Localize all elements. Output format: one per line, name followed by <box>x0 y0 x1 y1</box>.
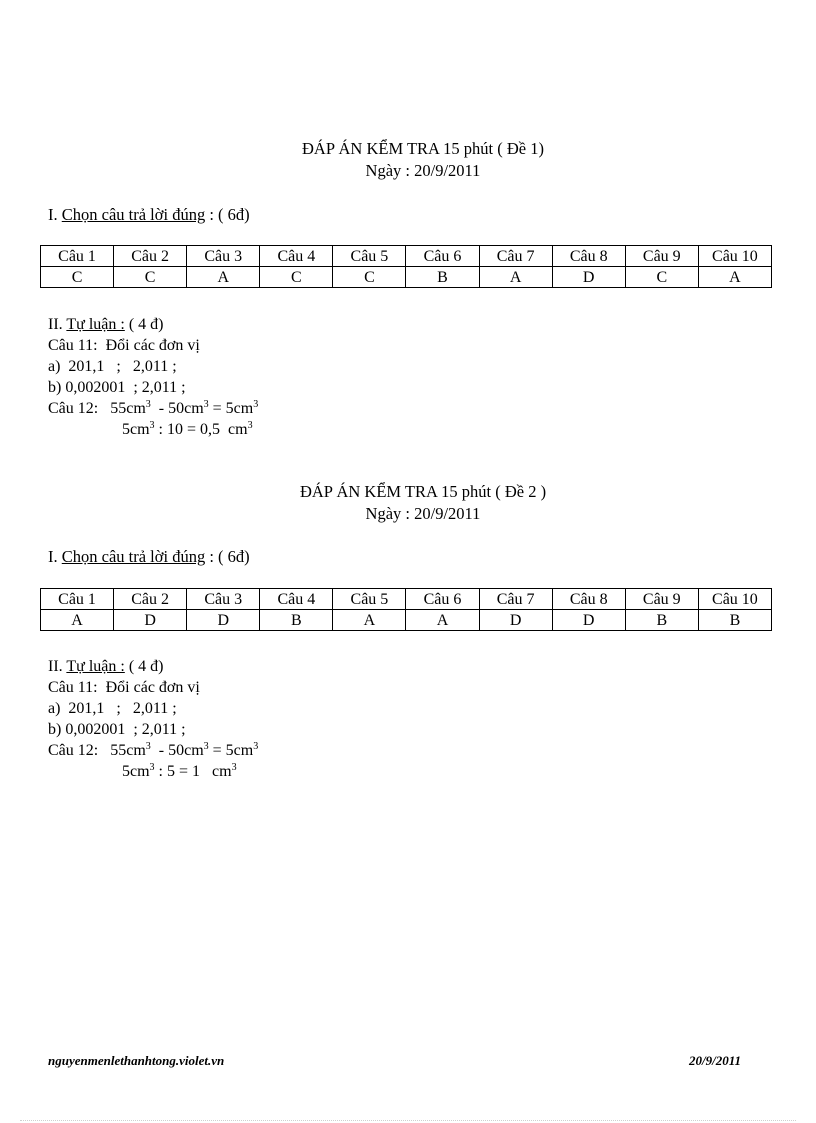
exam2-title: ĐÁP ÁN KỂM TRA 15 phút ( Đề 2 ) <box>299 482 547 501</box>
q12-term1: Câu 12: 55cm <box>48 400 146 417</box>
exam2-part1-score: : ( 6đ) <box>205 547 250 566</box>
table-header-cell: Câu 3 <box>187 589 260 610</box>
exam1-q12-line1 <box>48 398 258 419</box>
table-header-cell: Câu 6 <box>406 589 479 610</box>
superscript: 3 <box>145 399 151 410</box>
exam2-header-row <box>41 589 772 610</box>
exam2-part1-heading <box>48 547 250 567</box>
exam1-q12-line2 <box>48 419 258 440</box>
table-answer-cell: A <box>698 267 771 288</box>
exam2-part2-heading <box>48 656 258 677</box>
exam2-date: Ngày : 20/9/2011 <box>365 504 481 523</box>
superscript: 3 <box>253 741 259 752</box>
exam2-part1-title: Chọn câu trả lời đúng <box>61 547 206 566</box>
exam2-part2-roman: II. <box>48 658 67 675</box>
exam1-part1-roman: I. <box>48 205 62 224</box>
table-answer-cell: C <box>114 267 187 288</box>
exam2-q11-a: a) 201,1 ; 2,011 ; <box>48 700 177 717</box>
table-answer-cell: B <box>625 610 698 631</box>
exam1-q11-a: a) 201,1 ; 2,011 ; <box>48 358 177 375</box>
superscript: 3 <box>253 399 259 410</box>
table-answer-cell: A <box>333 610 406 631</box>
superscript: 3 <box>145 741 151 752</box>
exam1-q11-b: b) 0,002001 ; 2,011 ; <box>48 379 186 396</box>
q12-term1: Câu 12: 55cm <box>48 742 146 759</box>
superscript: 3 <box>203 741 209 752</box>
table-header-cell: Câu 6 <box>406 246 479 267</box>
exam1-header-row <box>41 246 772 267</box>
table-header-cell: Câu 10 <box>698 589 771 610</box>
exam2-essay-section <box>48 656 258 782</box>
q12-division: : 10 = 0,5 cm <box>154 421 248 438</box>
table-header-cell: Câu 10 <box>698 246 771 267</box>
exam2-q11-b: b) 0,002001 ; 2,011 ; <box>48 721 186 738</box>
exam2-part2-title: Tự luận : <box>66 658 125 675</box>
table-header-cell: Câu 3 <box>187 246 260 267</box>
exam2-part1-roman: I. <box>48 547 62 566</box>
superscript: 3 <box>149 420 155 431</box>
table-header-cell: Câu 8 <box>552 246 625 267</box>
table-answer-cell: D <box>114 610 187 631</box>
table-header-cell: Câu 9 <box>625 246 698 267</box>
exam1-part1-score: : ( 6đ) <box>205 205 250 224</box>
exam2-answer-table <box>40 588 772 631</box>
table-header-cell: Câu 5 <box>333 589 406 610</box>
exam1-part1-heading <box>48 205 250 225</box>
table-header-cell: Câu 2 <box>114 589 187 610</box>
q12-term2: - 50cm <box>150 742 204 759</box>
exam1-q11-line: Câu 11: Đổi các đơn vị <box>48 337 200 354</box>
exam1-date: Ngày : 20/9/2011 <box>365 161 481 180</box>
table-header-cell: Câu 8 <box>552 589 625 610</box>
q12-result: = 5cm <box>208 742 254 759</box>
exam1-title: ĐÁP ÁN KỂM TRA 15 phút ( Đề 1) <box>302 139 544 158</box>
exam1-answer-table <box>40 245 772 288</box>
table-header-cell: Câu 9 <box>625 589 698 610</box>
exam1-part2-roman: II. <box>48 316 67 333</box>
table-header-cell: Câu 7 <box>479 246 552 267</box>
q12-volume: 5cm <box>122 763 150 780</box>
superscript: 3 <box>149 762 155 773</box>
q12-term2: - 50cm <box>150 400 204 417</box>
table-answer-cell: D <box>552 267 625 288</box>
footer-date: 20/9/2011 <box>689 1053 742 1068</box>
exam2-part2-score: ( 4 đ) <box>124 658 164 675</box>
table-header-cell: Câu 1 <box>41 246 114 267</box>
exam2-answer-row <box>41 610 772 631</box>
exam1-part2-score: ( 4 đ) <box>124 316 164 333</box>
table-answer-cell: A <box>406 610 479 631</box>
table-answer-cell: D <box>552 610 625 631</box>
q12-volume: 5cm <box>122 421 150 438</box>
table-answer-cell: A <box>41 610 114 631</box>
exam1-part1-title: Chọn câu trả lời đúng <box>61 205 206 224</box>
q12-result: = 5cm <box>208 400 254 417</box>
table-answer-cell: B <box>698 610 771 631</box>
superscript: 3 <box>247 420 253 431</box>
exam2-q12-line2 <box>48 761 258 782</box>
exam1-part2-title: Tự luận : <box>66 316 125 333</box>
table-answer-cell: D <box>479 610 552 631</box>
table-answer-cell: C <box>41 267 114 288</box>
table-header-cell: Câu 2 <box>114 246 187 267</box>
exam2-q11-line: Câu 11: Đổi các đơn vị <box>48 679 200 696</box>
table-answer-cell: B <box>260 610 333 631</box>
table-answer-cell: D <box>187 610 260 631</box>
exam2-q12-line1 <box>48 740 258 761</box>
superscript: 3 <box>231 762 237 773</box>
table-answer-cell: C <box>260 267 333 288</box>
superscript: 3 <box>203 399 209 410</box>
exam1-answer-row <box>41 267 772 288</box>
table-header-cell: Câu 4 <box>260 589 333 610</box>
table-answer-cell: A <box>187 267 260 288</box>
table-answer-cell: C <box>333 267 406 288</box>
table-answer-cell: A <box>479 267 552 288</box>
table-answer-cell: C <box>625 267 698 288</box>
table-header-cell: Câu 7 <box>479 589 552 610</box>
page-bottom-divider <box>20 1120 796 1121</box>
exam1-part2-heading <box>48 314 258 335</box>
table-header-cell: Câu 5 <box>333 246 406 267</box>
table-header-cell: Câu 4 <box>260 246 333 267</box>
table-header-cell: Câu 1 <box>41 589 114 610</box>
footer-website: nguyenmenlethanhtong.violet.vn <box>48 1053 225 1068</box>
table-answer-cell: B <box>406 267 479 288</box>
q12-division: : 5 = 1 cm <box>154 763 232 780</box>
exam1-essay-section <box>48 314 258 440</box>
